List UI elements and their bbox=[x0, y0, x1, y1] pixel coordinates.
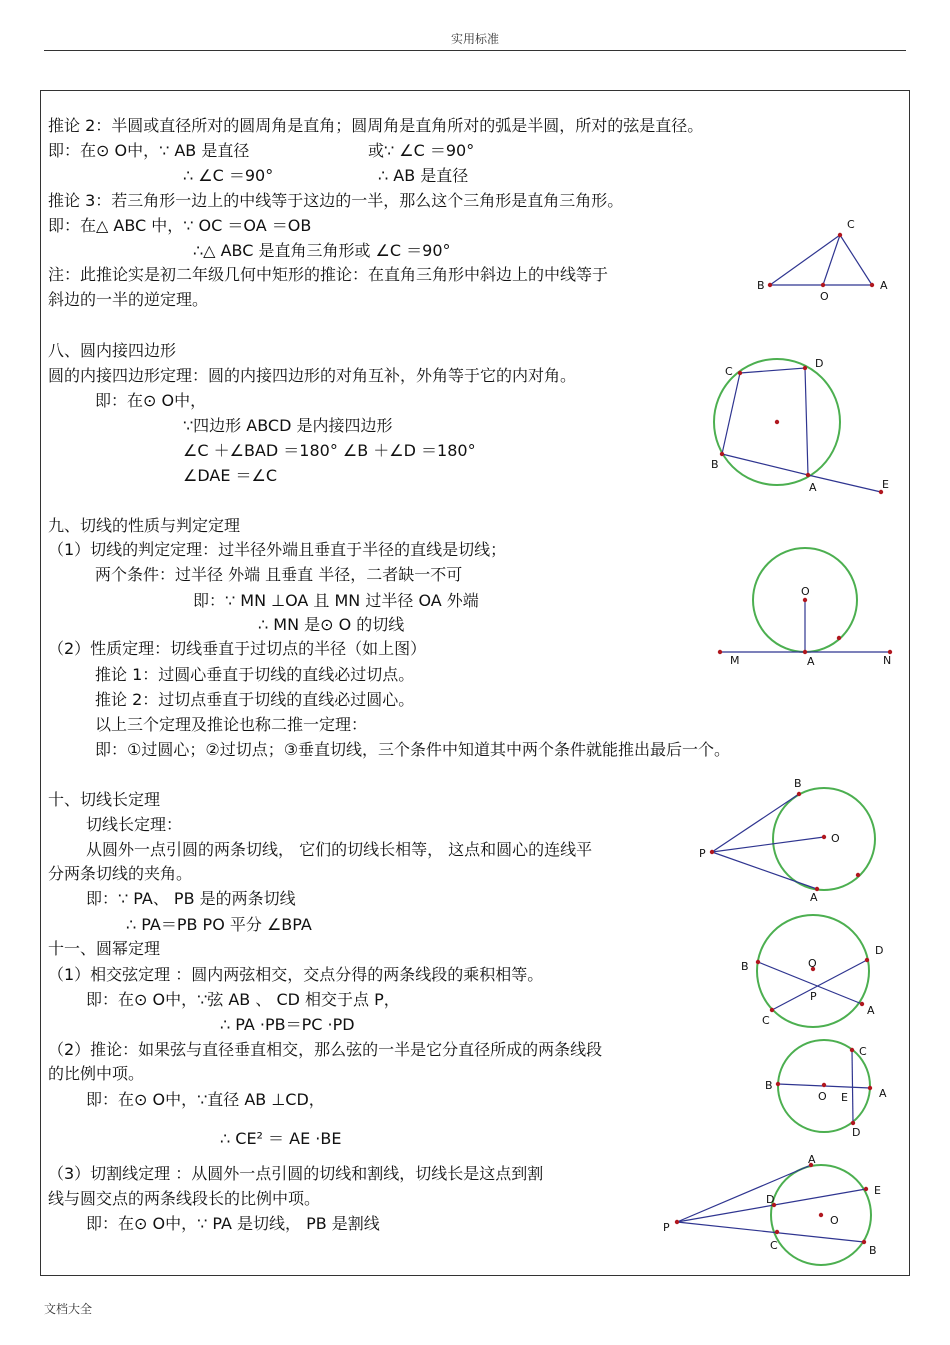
point-b bbox=[862, 1240, 866, 1244]
label-p: P bbox=[699, 847, 706, 860]
point-o bbox=[822, 835, 826, 839]
figure-cyclic-quadrilateral bbox=[700, 350, 900, 500]
label-o: O bbox=[818, 1090, 827, 1103]
section-11-given-3: 即：在⊙ O中，∵ PA 是切线， PB 是割线 bbox=[86, 1214, 380, 1233]
point-on-circle bbox=[837, 636, 841, 640]
label-c: C bbox=[847, 218, 855, 231]
corollary-3-result: ∴△ ABC 是直角三角形或 ∠C ＝90° bbox=[193, 241, 451, 260]
section-10-title: 十、切线长定理 bbox=[48, 790, 161, 809]
point-a bbox=[868, 1086, 872, 1090]
corollary-2-given: 即：在⊙ O中，∵ AB 是直径 bbox=[48, 141, 250, 160]
label-m: M bbox=[730, 654, 740, 667]
point-o bbox=[803, 598, 807, 602]
label-b: B bbox=[765, 1079, 773, 1092]
point-d bbox=[803, 366, 807, 370]
section-11-given-2: 即：在⊙ O中，∵直径 AB ⊥CD， bbox=[86, 1090, 325, 1109]
corollary-2: 推论 2：半圆或直径所对的圆周角是直角；圆周角是直角所对的弧是半圆，所对的弦是直径。 bbox=[48, 116, 704, 135]
point-a bbox=[860, 1002, 864, 1006]
header-rule bbox=[44, 50, 906, 51]
point-c bbox=[770, 1008, 774, 1012]
label-d: D bbox=[815, 357, 824, 370]
point-c bbox=[838, 233, 842, 237]
point-o bbox=[822, 1083, 826, 1087]
section-10-theorem-2: 分两条切线的夹角。 bbox=[48, 864, 193, 883]
label-e: E bbox=[882, 478, 889, 491]
figure-tangent-line bbox=[715, 540, 900, 670]
section-11-theorem-1: （1）相交弦定理 ：圆内两弦相交，交点分得的两条线段的乘积相等。 bbox=[48, 965, 544, 984]
point-e bbox=[864, 1187, 868, 1191]
label-p: P bbox=[810, 990, 817, 1003]
label-a: A bbox=[879, 1087, 887, 1100]
point-c bbox=[775, 1230, 779, 1234]
label-o: O bbox=[820, 290, 829, 303]
label-b: B bbox=[869, 1244, 877, 1257]
label-d: D bbox=[852, 1126, 861, 1139]
point-m bbox=[718, 650, 722, 654]
label-p: P bbox=[663, 1221, 670, 1234]
section-8-title: 八、圆内接四边形 bbox=[48, 341, 177, 360]
section-8-cond: ∵四边形 ABCD 是内接四边形 bbox=[183, 416, 393, 435]
label-b: B bbox=[794, 777, 802, 790]
section-9-conditions: 两个条件：过半径 外端 且垂直 半径，二者缺一不可 bbox=[95, 565, 463, 584]
figure-tangent-length bbox=[695, 775, 895, 910]
figure-right-triangle bbox=[750, 210, 900, 305]
section-10-result: ∴ PA＝PB PO 平分 ∠BPA bbox=[126, 915, 312, 934]
point-a bbox=[806, 473, 810, 477]
label-a: A bbox=[807, 655, 815, 668]
point-o bbox=[821, 283, 825, 287]
point-d bbox=[865, 958, 869, 962]
figure-tangent-secant bbox=[660, 1148, 900, 1263]
label-o: O bbox=[801, 585, 810, 598]
section-11-theorem-3: （3）切割线定理 ：从圆外一点引圆的切线和割线，切线长是这点到割 bbox=[48, 1164, 544, 1183]
section-9-result: ∴ MN 是⊙ O 的切线 bbox=[258, 615, 405, 634]
corollary-2-result: ∴ ∠C ＝90° bbox=[183, 166, 274, 185]
corollary-2-result-alt: ∴ AB 是直径 bbox=[378, 166, 469, 185]
point-p bbox=[675, 1220, 679, 1224]
label-o: O bbox=[830, 1214, 839, 1227]
label-o: O bbox=[808, 957, 817, 970]
point-b bbox=[720, 452, 724, 456]
label-a: A bbox=[810, 891, 818, 904]
point-a bbox=[870, 283, 874, 287]
label-n: N bbox=[883, 654, 892, 667]
section-11-theorem-3b: 线与圆交点的两条线段长的比例中项。 bbox=[48, 1189, 321, 1208]
page-header: 实用标准 bbox=[450, 32, 499, 46]
section-8-theorem: 圆的内接四边形定理：圆的内接四边形的对角互补，外角等于它的内对角。 bbox=[48, 366, 577, 385]
label-b: B bbox=[711, 458, 719, 471]
label-a: A bbox=[867, 1004, 875, 1017]
section-11-title: 十一、圆幂定理 bbox=[48, 939, 161, 958]
point-d bbox=[851, 1121, 855, 1125]
label-c: C bbox=[859, 1045, 867, 1058]
label-d: D bbox=[875, 944, 884, 957]
point-b bbox=[776, 1082, 780, 1086]
label-a: A bbox=[880, 279, 888, 292]
label-a: A bbox=[809, 481, 817, 494]
point-c bbox=[850, 1048, 854, 1052]
section-11-given-1: 即：在⊙ O中，∵弦 AB 、 CD 相交于点 P， bbox=[86, 990, 400, 1009]
section-8-result-1: ∠C ＋∠BAD ＝180° ∠B ＋∠D ＝180° bbox=[183, 441, 476, 460]
corollary-3: 推论 3：若三角形一边上的中线等于这边的一半，那么这个三角形是直角三角形。 bbox=[48, 191, 624, 210]
section-8-result-2: ∠DAE ＝∠C bbox=[183, 466, 278, 485]
corollary-2-given-alt: 或∵ ∠C ＝90° bbox=[368, 141, 475, 160]
label-d: D bbox=[766, 1193, 775, 1206]
point-a bbox=[803, 650, 807, 654]
label-c: C bbox=[770, 1239, 778, 1252]
label-c: C bbox=[725, 365, 733, 378]
label-o: O bbox=[831, 832, 840, 845]
section-9-title: 九、切线的性质与判定定理 bbox=[48, 516, 241, 535]
section-9-theorem-1: （1）切线的判定定理：过半径外端且垂直于半径的直线是切线； bbox=[48, 540, 507, 559]
section-11-result-1: ∴ PA ·PB＝PC ·PD bbox=[220, 1015, 355, 1034]
section-11-theorem-2b: 的比例中项。 bbox=[48, 1064, 145, 1083]
label-b: B bbox=[757, 279, 765, 292]
point-p bbox=[710, 850, 714, 854]
section-10-subtitle: 切线长定理： bbox=[86, 815, 183, 834]
section-9-summary: 以上三个定理及推论也称二推一定理： bbox=[95, 715, 368, 734]
section-8-given: 即：在⊙ O中， bbox=[95, 391, 207, 410]
section-9-summary-detail: 即：①过圆心；②过切点；③垂直切线，三个条件中知道其中两个条件就能推出最后一个。 bbox=[95, 740, 731, 759]
figure-perpendicular-chord bbox=[760, 1035, 900, 1145]
page-footer: 文档大全 bbox=[44, 1302, 93, 1316]
label-a: A bbox=[808, 1153, 816, 1166]
point-b bbox=[756, 960, 760, 964]
corollary-3-given: 即：在△ ABC 中，∵ OC ＝OA ＝OB bbox=[48, 216, 312, 235]
figure-intersecting-chords bbox=[735, 910, 900, 1030]
section-9-corollary-1: 推论 1：过圆心垂直于切线的直线必过切点。 bbox=[95, 665, 415, 684]
label-b: B bbox=[741, 960, 749, 973]
point-b bbox=[768, 283, 772, 287]
note-line-2: 斜边的一半的逆定理。 bbox=[48, 290, 209, 309]
note-line-1: 注：此推论实是初二年级几何中矩形的推论：在直角三角形中斜边上的中线等于 bbox=[48, 265, 609, 284]
label-c: C bbox=[762, 1014, 770, 1027]
point-o bbox=[819, 1213, 823, 1217]
section-11-theorem-2: （2）推论：如果弦与直径垂直相交，那么弦的一半是它分直径所成的两条线段 bbox=[48, 1040, 603, 1059]
label-e: E bbox=[874, 1184, 881, 1197]
section-10-theorem-1: 从圆外一点引圆的两条切线， 它们的切线长相等， 这点和圆心的连线平 bbox=[86, 840, 593, 859]
section-9-given: 即：∵ MN ⊥OA 且 MN 过半径 OA 外端 bbox=[193, 591, 479, 610]
section-10-given: 即：∵ PA、 PB 是的两条切线 bbox=[86, 889, 296, 908]
center-dot bbox=[775, 420, 779, 424]
section-9-theorem-2: （2）性质定理：切线垂直于过切点的半径（如上图） bbox=[48, 639, 427, 658]
point-on-circle bbox=[856, 873, 860, 877]
point-b bbox=[797, 792, 801, 796]
section-9-corollary-2: 推论 2：过切点垂直于切线的直线必过圆心。 bbox=[95, 690, 415, 709]
point-c bbox=[738, 371, 742, 375]
label-e: E bbox=[841, 1091, 848, 1104]
section-11-result-2: ∴ CE² ＝ AE ·BE bbox=[220, 1129, 342, 1148]
